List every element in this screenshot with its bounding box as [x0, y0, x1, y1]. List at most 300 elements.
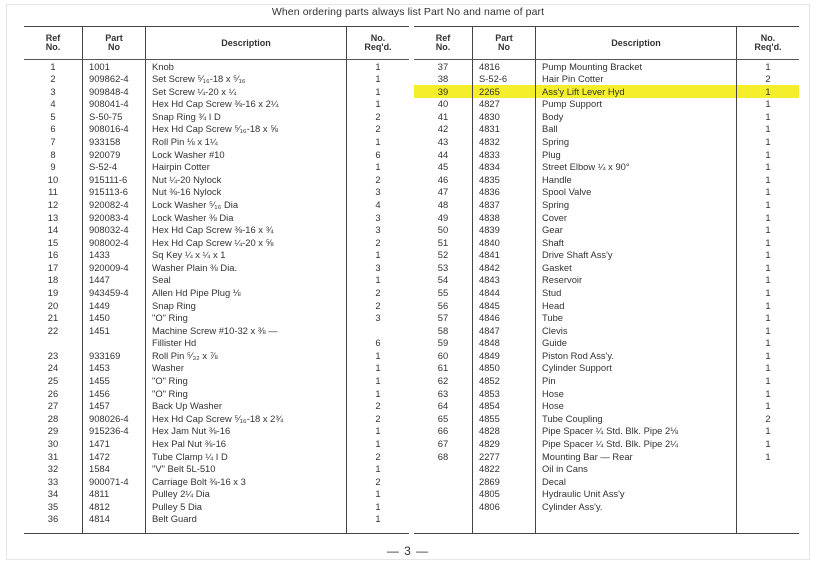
part-number-cell: 909848-4 — [83, 85, 146, 98]
table-header-row — [24, 27, 409, 60]
part-number-cell: 4852 — [473, 374, 536, 387]
qty-cell: 1 — [765, 98, 771, 110]
qty-cell — [737, 500, 800, 513]
table-row — [414, 349, 799, 362]
table-row — [24, 186, 409, 199]
qty-cell: 2 — [375, 286, 381, 298]
part-number-cell: 4839 — [473, 224, 536, 237]
table-row — [24, 500, 409, 513]
ref-cell: 29 — [24, 425, 83, 438]
part-number-cell: 908026-4 — [83, 412, 146, 425]
ref-cell: 17 — [24, 261, 83, 274]
qty-cell: 1 — [765, 299, 771, 311]
ref-cell: 57 — [414, 312, 473, 325]
ref-cell — [414, 488, 473, 501]
part-number-cell: 4806 — [473, 500, 536, 513]
part-number-cell: 2869 — [473, 475, 536, 488]
description-cell: "O" Ring — [146, 387, 347, 400]
description-cell: Oil in Cans — [536, 463, 737, 476]
col-header-ref-label: Ref No. — [45, 33, 61, 52]
part-number-cell: 4830 — [473, 110, 536, 123]
qty-cell: 4 — [375, 198, 381, 210]
description-cell: Hex Hd Cap Screw ¼-20 x ⅝ — [146, 236, 347, 249]
qty-cell: 2 — [375, 412, 381, 424]
col-header-part-label: Part No — [105, 33, 123, 52]
ref-cell: 68 — [414, 450, 473, 463]
qty-cell: 1 — [765, 148, 771, 160]
part-number-cell: 1433 — [83, 249, 146, 262]
table-row — [414, 236, 799, 249]
description-cell: Handle — [536, 173, 737, 186]
qty-cell: 1 — [375, 274, 381, 286]
ref-cell: 35 — [24, 500, 83, 513]
part-number-cell: 4845 — [473, 299, 536, 312]
ref-cell: 62 — [414, 374, 473, 387]
description-cell: Allen Hd Pipe Plug ⅛ — [146, 286, 347, 299]
qty-cell: 1 — [765, 274, 771, 286]
table-row — [24, 236, 409, 249]
part-number-cell: 4832 — [473, 135, 536, 148]
description-cell: "O" Ring — [146, 312, 347, 325]
table-row — [24, 463, 409, 476]
table-row — [414, 286, 799, 299]
part-number-cell: 4840 — [473, 236, 536, 249]
part-number-cell: 908032-4 — [83, 224, 146, 237]
description-cell: Head — [536, 299, 737, 312]
ref-cell: 41 — [414, 110, 473, 123]
table-row — [414, 374, 799, 387]
ref-cell: 6 — [24, 123, 83, 136]
qty-cell: 1 — [375, 387, 381, 399]
description-cell: Washer Plain ⅜ Dia. — [146, 261, 347, 274]
ref-cell: 20 — [24, 299, 83, 312]
part-number-cell: 908041-4 — [83, 98, 146, 111]
ref-cell: 9 — [24, 161, 83, 174]
qty-cell: 2 — [375, 450, 381, 462]
description-cell: Tube — [536, 312, 737, 325]
part-number-cell: 4838 — [473, 211, 536, 224]
qty-cell: 1 — [765, 249, 771, 261]
table-row — [414, 173, 799, 186]
qty-cell: 1 — [375, 500, 381, 512]
description-cell: Snap Ring — [146, 299, 347, 312]
ref-cell: 24 — [24, 362, 83, 375]
ref-cell: 63 — [414, 387, 473, 400]
ordering-note: When ordering parts always list Part No and name of part — [271, 6, 545, 18]
description-cell: Hex Pal Nut ⅜-16 — [146, 437, 347, 450]
ref-cell: 58 — [414, 324, 473, 337]
col-header-ref-label: Ref No. — [435, 33, 451, 52]
part-number-cell: 4831 — [473, 123, 536, 136]
description-cell: Carriage Bolt ⅜-16 x 3 — [146, 475, 347, 488]
qty-cell: 1 — [765, 136, 771, 148]
description-cell: Decal — [536, 475, 737, 488]
qty-cell: 1 — [765, 186, 771, 198]
part-number-cell: 1457 — [83, 400, 146, 413]
part-number-cell: 4844 — [473, 286, 536, 299]
table-row — [414, 186, 799, 199]
ref-cell: 33 — [24, 475, 83, 488]
ref-cell: 30 — [24, 437, 83, 450]
table-row — [24, 362, 409, 375]
table-row — [414, 198, 799, 211]
parts-table-right — [414, 26, 799, 534]
description-cell: Cylinder Ass'y. — [536, 500, 737, 513]
table-row — [414, 437, 799, 450]
part-number-cell: 1584 — [83, 463, 146, 476]
col-header-qty — [737, 27, 800, 60]
ref-cell: 25 — [24, 374, 83, 387]
part-number-cell: 4829 — [473, 437, 536, 450]
table-header-row — [414, 27, 799, 60]
description-cell: Machine Screw #10-32 x ⅜ — — [146, 324, 347, 337]
description-cell: Street Elbow ¼ x 90° — [536, 161, 737, 174]
description-cell: Hex Hd Cap Screw ⅜-16 x ¾ — [146, 224, 347, 237]
part-number-cell: S-52-4 — [83, 161, 146, 174]
description-cell: Spool Valve — [536, 186, 737, 199]
description-cell: Ass'y Lift Lever Hyd — [536, 85, 737, 98]
part-number-cell: 4834 — [473, 161, 536, 174]
part-number-cell: 915236-4 — [83, 425, 146, 438]
table-row — [24, 85, 409, 98]
qty-cell: 2 — [375, 236, 381, 248]
ref-cell: 7 — [24, 135, 83, 148]
part-number-cell — [83, 337, 146, 350]
qty-cell: 1 — [765, 337, 771, 349]
ref-cell: 8 — [24, 148, 83, 161]
parts-table-left-body — [24, 60, 409, 534]
qty-cell: 1 — [375, 73, 381, 85]
parts-table-right-body — [414, 60, 799, 534]
part-number-cell: 4822 — [473, 463, 536, 476]
description-cell: Spring — [536, 135, 737, 148]
table-row — [414, 324, 799, 337]
table-row — [414, 60, 799, 73]
qty-cell: 1 — [765, 161, 771, 173]
table-row — [24, 437, 409, 450]
table-row — [414, 425, 799, 438]
qty-cell: 6 — [375, 148, 381, 160]
ref-cell: 64 — [414, 400, 473, 413]
qty-cell: 1 — [375, 136, 381, 148]
part-number-cell: 933158 — [83, 135, 146, 148]
filler-cell — [737, 513, 800, 534]
ref-cell: 23 — [24, 349, 83, 362]
table-row — [414, 211, 799, 224]
ref-cell: 53 — [414, 261, 473, 274]
description-cell: Hex Hd Cap Screw ⅜-16 x 2¼ — [146, 98, 347, 111]
description-cell: Reservoir — [536, 274, 737, 287]
ref-cell: 11 — [24, 186, 83, 199]
ref-cell: 15 — [24, 236, 83, 249]
ref-cell: 60 — [414, 349, 473, 362]
part-number-cell: 1447 — [83, 274, 146, 287]
ref-cell — [414, 463, 473, 476]
ref-cell: 27 — [24, 400, 83, 413]
qty-cell: 1 — [765, 60, 771, 72]
table-row — [414, 98, 799, 111]
part-number-cell: 908016-4 — [83, 123, 146, 136]
part-number-cell: 900071-4 — [83, 475, 146, 488]
ref-cell: 13 — [24, 211, 83, 224]
description-cell: "V" Belt 5L-510 — [146, 463, 347, 476]
table-row — [414, 337, 799, 350]
table-row — [414, 362, 799, 375]
table-row — [24, 513, 409, 526]
table-row — [24, 249, 409, 262]
ref-cell — [24, 337, 83, 350]
ref-cell: 61 — [414, 362, 473, 375]
description-cell: Mounting Bar — Rear — [536, 450, 737, 463]
qty-cell: 1 — [375, 161, 381, 173]
description-cell: Pump Mounting Bracket — [536, 60, 737, 73]
qty-cell: 3 — [375, 261, 381, 273]
qty-cell: 2 — [375, 299, 381, 311]
col-header-part-label: Part No — [495, 33, 513, 52]
ref-cell: 66 — [414, 425, 473, 438]
part-number-cell: 933169 — [83, 349, 146, 362]
description-cell: Hairpin Cotter — [146, 161, 347, 174]
ref-cell: 44 — [414, 148, 473, 161]
table-row — [414, 73, 799, 86]
part-number-cell: 1471 — [83, 437, 146, 450]
part-number-cell: 4848 — [473, 337, 536, 350]
table-row — [24, 211, 409, 224]
part-number-cell: 920082-4 — [83, 198, 146, 211]
ref-cell: 67 — [414, 437, 473, 450]
part-number-cell: 1472 — [83, 450, 146, 463]
description-cell: Drive Shaft Ass'y — [536, 249, 737, 262]
table-row — [414, 110, 799, 123]
qty-cell: 1 — [765, 375, 771, 387]
part-number-cell: 908002-4 — [83, 236, 146, 249]
description-cell: Hex Jam Nut ⅜-16 — [146, 425, 347, 438]
table-row — [24, 198, 409, 211]
qty-cell — [347, 324, 410, 337]
table-row — [414, 249, 799, 262]
col-header-qty-label: No. Req'd. — [754, 33, 782, 52]
description-cell: Knob — [146, 60, 347, 73]
qty-cell: 1 — [765, 312, 771, 324]
part-number-cell: 4849 — [473, 349, 536, 362]
ref-cell: 65 — [414, 412, 473, 425]
ref-cell: 45 — [414, 161, 473, 174]
ref-cell — [414, 500, 473, 513]
part-number-cell: 4841 — [473, 249, 536, 262]
ref-cell: 28 — [24, 412, 83, 425]
qty-cell: 1 — [765, 198, 771, 210]
part-number-cell: 1455 — [83, 374, 146, 387]
qty-cell: 1 — [765, 425, 771, 437]
part-number-cell: 915113-6 — [83, 186, 146, 199]
description-cell: "O" Ring — [146, 374, 347, 387]
table-row — [414, 400, 799, 413]
description-cell: Spring — [536, 198, 737, 211]
ref-cell: 1 — [24, 60, 83, 73]
qty-cell: 1 — [765, 261, 771, 273]
description-cell: Hex Hd Cap Screw ⁵⁄₁₆-18 x ⅝ — [146, 123, 347, 136]
qty-cell: 1 — [375, 513, 381, 525]
qty-cell: 2 — [375, 173, 381, 185]
ref-cell: 54 — [414, 274, 473, 287]
part-number-cell: 4854 — [473, 400, 536, 413]
part-number-cell: 4805 — [473, 488, 536, 501]
ref-cell — [414, 475, 473, 488]
description-cell: Clevis — [536, 324, 737, 337]
description-cell: Washer — [146, 362, 347, 375]
table-row — [24, 274, 409, 287]
col-header-ref — [24, 27, 83, 60]
description-cell: Pin — [536, 374, 737, 387]
description-cell: Gasket — [536, 261, 737, 274]
qty-cell: 1 — [375, 425, 381, 437]
part-number-cell: 920009-4 — [83, 261, 146, 274]
ref-cell: 37 — [414, 60, 473, 73]
table-row — [24, 148, 409, 161]
col-header-part — [473, 27, 536, 60]
qty-cell: 1 — [765, 450, 771, 462]
part-number-cell: 1450 — [83, 312, 146, 325]
table-row — [24, 349, 409, 362]
description-cell: Back Up Washer — [146, 400, 347, 413]
description-cell: Shaft — [536, 236, 737, 249]
part-number-cell: 2265 — [473, 85, 536, 98]
table-row — [24, 337, 409, 350]
ref-cell: 38 — [414, 73, 473, 86]
description-cell: Fillister Hd — [146, 337, 347, 350]
part-number-cell: 2277 — [473, 450, 536, 463]
part-number-cell: 920083-4 — [83, 211, 146, 224]
description-cell: Pump Support — [536, 98, 737, 111]
filler-cell — [414, 513, 473, 534]
page-number: — 3 — — [386, 544, 430, 558]
table-row — [24, 261, 409, 274]
ref-cell: 50 — [414, 224, 473, 237]
description-cell: Hair Pin Cotter — [536, 73, 737, 86]
qty-cell: 3 — [375, 224, 381, 236]
table-row — [414, 488, 799, 501]
description-cell: Pipe Spacer ¼ Std. Blk. Pipe 2⅛ — [536, 425, 737, 438]
qty-cell: 1 — [375, 349, 381, 361]
table-row — [24, 123, 409, 136]
qty-cell: 6 — [375, 337, 381, 349]
ref-cell: 14 — [24, 224, 83, 237]
description-cell: Tube Coupling — [536, 412, 737, 425]
description-cell: Hose — [536, 400, 737, 413]
qty-cell: 1 — [375, 249, 381, 261]
qty-cell: 2 — [375, 123, 381, 135]
ref-cell: 2 — [24, 73, 83, 86]
table-row — [24, 312, 409, 325]
ref-cell: 52 — [414, 249, 473, 262]
ref-cell: 3 — [24, 85, 83, 98]
ref-cell: 34 — [24, 488, 83, 501]
part-number-cell: 4827 — [473, 98, 536, 111]
filler-cell — [24, 525, 83, 533]
description-cell: Guide — [536, 337, 737, 350]
qty-cell: 3 — [375, 211, 381, 223]
part-number-cell: 4842 — [473, 261, 536, 274]
description-cell: Hose — [536, 387, 737, 400]
ref-cell: 43 — [414, 135, 473, 148]
filler-cell — [83, 525, 146, 533]
table-row — [414, 450, 799, 463]
qty-cell: 1 — [375, 60, 381, 72]
part-number-cell: 4835 — [473, 173, 536, 186]
description-cell: Pipe Spacer ¼ Std. Blk. Pipe 2¼ — [536, 437, 737, 450]
ref-cell: 36 — [24, 513, 83, 526]
qty-cell: 1 — [765, 286, 771, 298]
part-number-cell: 4828 — [473, 425, 536, 438]
qty-cell: 1 — [375, 98, 381, 110]
description-cell: Lock Washer #10 — [146, 148, 347, 161]
ref-cell: 26 — [24, 387, 83, 400]
table-row — [24, 161, 409, 174]
part-number-cell: 4846 — [473, 312, 536, 325]
qty-cell: 1 — [375, 463, 381, 475]
table-row — [414, 123, 799, 136]
table-row — [24, 374, 409, 387]
ref-cell: 46 — [414, 173, 473, 186]
description-cell: Set Screw ⁵⁄₁₆-18 x ⁵⁄₁₆ — [146, 73, 347, 86]
table-row — [414, 475, 799, 488]
table-row — [414, 224, 799, 237]
description-cell: Lock Washer ⁵⁄₁₆ Dia — [146, 198, 347, 211]
table-row — [24, 98, 409, 111]
ref-cell: 22 — [24, 324, 83, 337]
description-cell: Sq Key ¼ x ¼ x 1 — [146, 249, 347, 262]
qty-cell: 1 — [765, 224, 771, 236]
qty-cell: 1 — [375, 488, 381, 500]
part-number-cell: 4847 — [473, 324, 536, 337]
ref-cell: 55 — [414, 286, 473, 299]
description-cell: Cover — [536, 211, 737, 224]
qty-cell: 2 — [765, 412, 771, 424]
table-row — [414, 500, 799, 513]
table-row — [24, 412, 409, 425]
description-cell: Belt Guard — [146, 513, 347, 526]
ref-cell: 12 — [24, 198, 83, 211]
ref-cell: 4 — [24, 98, 83, 111]
description-cell: Body — [536, 110, 737, 123]
col-header-qty — [347, 27, 410, 60]
table-row — [24, 425, 409, 438]
part-number-cell: 943459-4 — [83, 286, 146, 299]
part-number-cell: 4812 — [83, 500, 146, 513]
description-cell: Pulley 5 Dia — [146, 500, 347, 513]
qty-cell: 1 — [375, 85, 381, 97]
ref-cell: 32 — [24, 463, 83, 476]
col-header-part — [83, 27, 146, 60]
table-row — [24, 450, 409, 463]
table-row — [24, 475, 409, 488]
ref-cell: 59 — [414, 337, 473, 350]
qty-cell: 2 — [765, 73, 771, 85]
qty-cell: 1 — [765, 387, 771, 399]
description-cell: Stud — [536, 286, 737, 299]
description-cell: Plug — [536, 148, 737, 161]
part-number-cell: S-52-6 — [473, 73, 536, 86]
qty-cell: 1 — [765, 123, 771, 135]
description-cell: Lock Washer ⅜ Dia — [146, 211, 347, 224]
table-row — [24, 110, 409, 123]
ref-cell: 21 — [24, 312, 83, 325]
table-row — [24, 299, 409, 312]
ref-cell: 10 — [24, 173, 83, 186]
ref-cell: 19 — [24, 286, 83, 299]
ref-cell: 5 — [24, 110, 83, 123]
part-number-cell: 1001 — [83, 60, 146, 73]
